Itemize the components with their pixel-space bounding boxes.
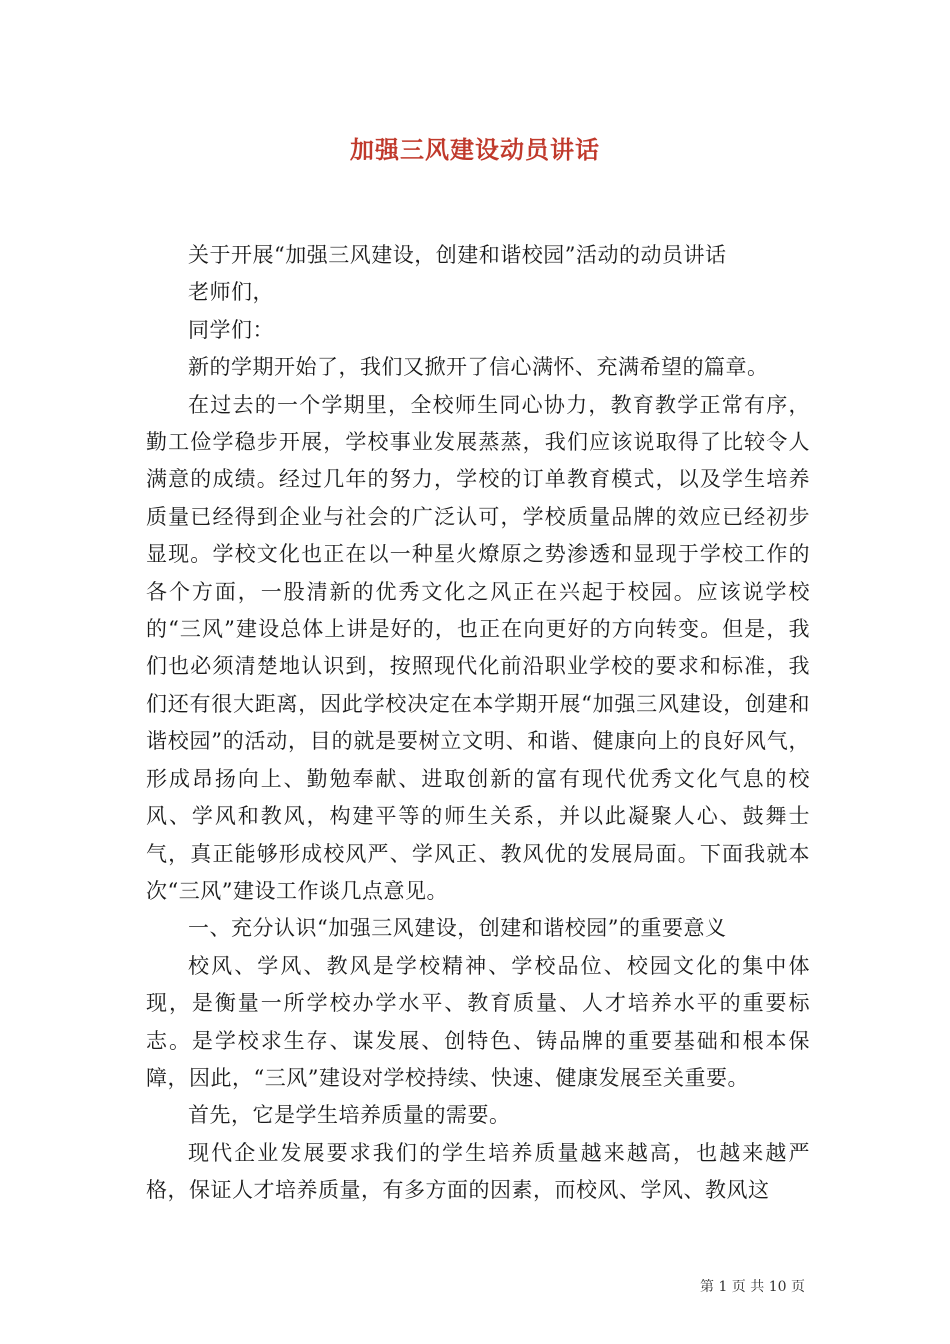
document-body [146, 237, 810, 1210]
paragraph-subtitle: 关于开展“加强三风建设，创建和谐校园”活动的动员讲话 [188, 243, 727, 267]
paragraph-salutation-teachers: 老师们， [188, 280, 274, 305]
paragraph-salutation-students: 同学们： [188, 317, 274, 342]
paragraph-review: 在过去的一个学期里，全校师生同心协力，教育教学正常有序，勤工俭学稳步开展，学校事业发展蒸蒸，我们应该说取得了比较令人满意的成绩。经过几年的努力，学校的订单教育模式，以及学生培养质量已经得到企业与社会的广泛认可，学校质量品牌的效应已经初步显现。学校文化也正在以一种星火燎原之势渗透和显现于学校工作的各个方面，一股清新的优秀文化之风正在兴起于校园。应该说学校的“三风”建设总体上讲是好的，也正在向更好的方向转变。但是，我们也必须清楚地认识到，按照现代化前沿职业学校的要求和标准，我们还有很大距离，因此学校决定在本学期开展“加强三风建设，创建和谐校园”的活动，目的就是要树立文明、和谐、健康向上的良好风气，形成昂扬向上、勤勉奉献、进取创新的富有现代优秀文化气息的校风、学风和教风，构建平等的师生关系，并以此凝聚人心、鼓舞士气，真正能够形成校风严、学风正、教风优的发展局面。下面我就本次“三风”建设工作谈几点意见。 [146, 392, 810, 903]
document-title: 加强三风建设动员讲话 [350, 135, 600, 164]
paragraph-opening: 新的学期开始了，我们又掀开了信心满怀、充满希望的篇章。 [188, 355, 769, 380]
paragraph-enterprise: 现代企业发展要求我们的学生培养质量越来越高，也越来越严格，保证人才培养质量，有多方面的因素，而校风、学风、教风这 [146, 1140, 810, 1203]
paragraph-significance: 校风、学风、教风是学校精神、学校品位、校园文化的集中体现，是衡量一所学校办学水平、教育质量、人才培养水平的重要标志。是学校求生存、谋发展、创特色、铸品牌的重要基础和根本保障，因此，“三风”建设对学校持续、快速、健康发展至关重要。 [146, 953, 810, 1090]
paragraph-first-point: 首先，它是学生培养质量的需要。 [188, 1103, 511, 1128]
page-number: 第 1 页 共 10 页 [700, 1279, 805, 1295]
section-heading-1: 一、充分认识“加强三风建设，创建和谐校园”的重要意义 [188, 916, 727, 941]
